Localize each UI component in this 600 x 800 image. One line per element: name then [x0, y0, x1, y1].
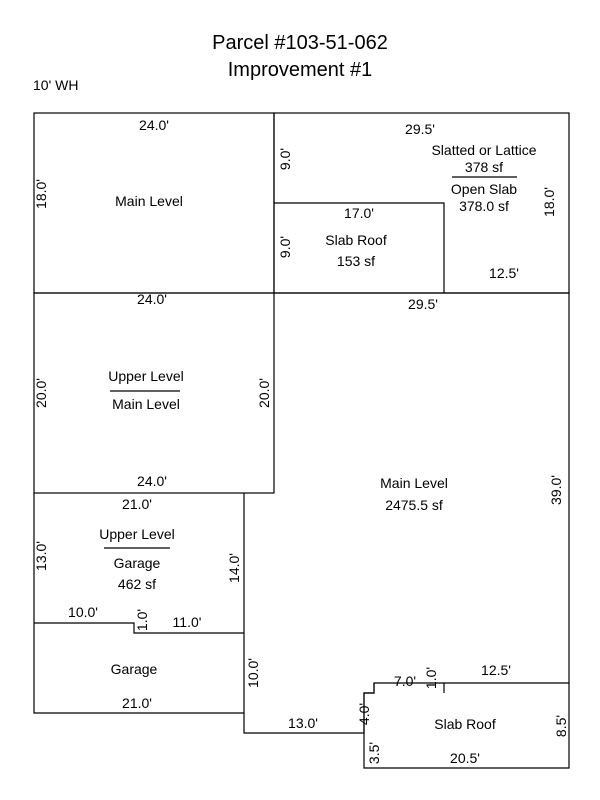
area-size: 153 sf: [336, 253, 376, 269]
dim-label: 11.0': [172, 614, 202, 630]
dim-label: 18.0': [33, 179, 49, 209]
dim-label: 7.0': [393, 673, 417, 689]
area-name: Slab Roof: [434, 716, 496, 732]
area-name: Slatted or Lattice: [431, 142, 537, 158]
area-name: Main Level: [115, 193, 183, 209]
dim-label: 39.0': [548, 475, 564, 505]
dim-label: 24.0': [139, 117, 169, 133]
dim-label: 24.0': [137, 473, 167, 489]
area-size: 378 sf: [464, 159, 504, 175]
dim-label: 3.5': [366, 741, 382, 765]
dim-label: 29.5': [408, 296, 438, 312]
dim-label: 21.0': [122, 695, 152, 711]
dim-label: 18.0': [541, 187, 557, 217]
dim-label: 10.0': [245, 658, 261, 688]
dim-label: 1.0': [134, 608, 150, 632]
dim-label: 13.0': [33, 541, 49, 571]
page-title: Parcel #103-51-062: [212, 32, 388, 54]
area-name: Main Level: [112, 396, 180, 412]
dim-label: 20.0': [33, 378, 49, 408]
dim-label: 21.0': [122, 496, 152, 512]
dim-label: 29.5': [405, 121, 435, 137]
area-name: Main Level: [380, 475, 448, 491]
dim-label: 9.0': [277, 235, 293, 259]
dim-label: 14.0': [226, 553, 242, 583]
dim-label: 24.0': [137, 291, 167, 307]
dim-label: 4.0': [356, 702, 372, 726]
area-name: Open Slab: [450, 181, 518, 197]
area-name: Slab Roof: [325, 232, 387, 248]
area-size: 2475.5 sf: [385, 497, 443, 513]
wall-height-label: 10' WH: [33, 77, 79, 93]
area-name: Upper Level: [108, 368, 184, 384]
area-size: 462 sf: [117, 576, 157, 592]
dim-label: 1.0': [423, 666, 439, 690]
area-name: Garage: [113, 555, 161, 571]
area-name: Garage: [110, 661, 158, 677]
upper-main-outline: [34, 293, 274, 493]
dim-label: 20.0': [256, 378, 272, 408]
dim-label: 10.0': [68, 604, 98, 620]
dim-label: 17.0': [344, 205, 374, 221]
dim-label: 9.0': [277, 147, 293, 171]
dim-label: 13.0': [288, 715, 318, 731]
area-name: Upper Level: [99, 526, 175, 542]
dim-label: 20.5': [450, 750, 480, 766]
dim-label: 8.5': [553, 714, 569, 738]
dim-label: 12.5': [481, 662, 511, 678]
area-size: 378.0 sf: [459, 198, 509, 214]
page-subtitle: Improvement #1: [227, 59, 373, 81]
dim-label: 12.5': [489, 265, 519, 281]
